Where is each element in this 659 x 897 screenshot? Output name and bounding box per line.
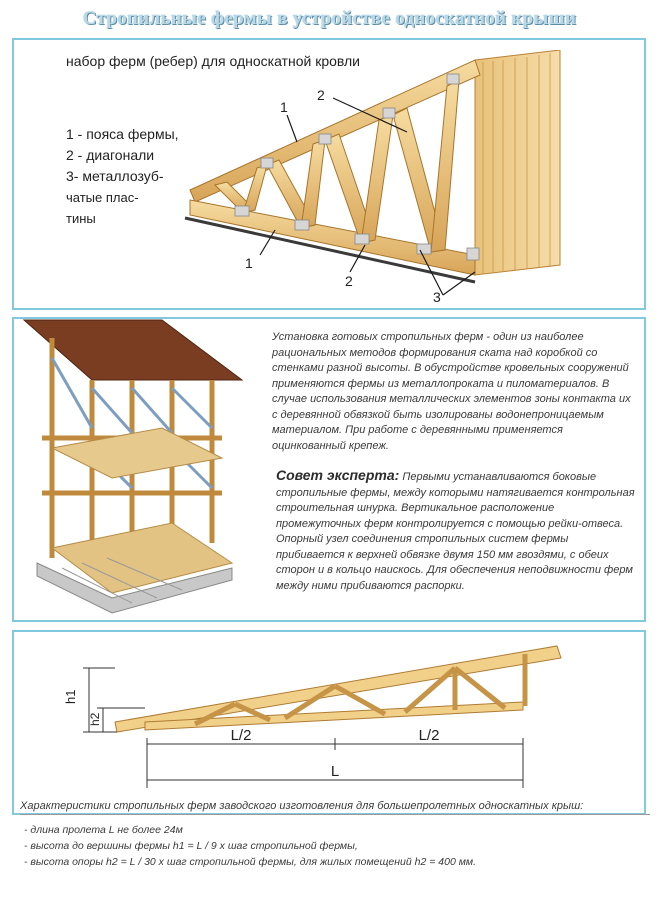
expert-tip [276,468,638,594]
page-title: Стропильные фермы в устройстве односкатной крыши [82,8,577,29]
truss-installation-text: Установка готовых стропильных ферм - один из наиболее рациональных методов формирования ската над коробкой со стенками разной высоты. В обустройстве кровельных сооружений применяются фермы из металлопроката и пиломатериалов. В случае использования металлических элементов зоны контакта их с деревянной обвязкой быть изолированы водонепроницаемым материалом. При работе с деревянными применяется оцинкованный крепеж. [272,331,631,452]
truss-set-caption: набор ферм (ребер) для односкатной кровли [66,53,360,69]
truss-diagram [55,640,575,790]
expert-tip-label: Совет эксперта: [276,467,400,483]
legend-item-1: 1 - пояса фермы, [66,126,179,142]
frame-house-illustration [22,318,252,618]
callout-2-top: 2 [317,87,325,103]
legend-item-2: 2 - диагонали [66,147,155,163]
expert-tip-text: Первыми устанавливаются боковые стропильные фермы, между которыми натягивается контрольная строительная шнурка. Вертикальное расположение промежуточных ферм контролируется с помощью рейки-отвеса. Опорный узел соединения стропильных систем фермы прибивается к верхней обвязке двумя 150 мм гвоздями, с обеих сторон и в кольцо наискось. Для обеспечения неподвижности ферм между ними прибиваются распорки. [276,471,635,592]
truss-set-illustration [175,50,570,305]
h2-label: h2 [88,712,102,726]
legend-item-3-cont-a: чатые плас- [66,190,139,205]
truss-legend [66,124,179,229]
callout-2-bottom: 2 [345,273,353,289]
characteristics-heading: Характеристики стропильных ферм заводского изготовления для большепролетных односкатных крыш: [20,800,650,815]
legend-item-3-cont-b: тины [66,211,96,226]
callout-1-top: 1 [280,99,288,115]
char-support-height: - высота опоры h2 = L / 30 х шаг стропильной фермы, для жилых помещений h2 = 400 мм. [24,856,477,868]
callout-1-bottom: 1 [245,255,253,271]
callout-3: 3 [433,289,441,305]
char-top-height: - высота до вершины фермы h1 = L / 9 х шаг стропильной фермы, [24,840,358,852]
char-span-length: - длина пролета L не более 24м [24,824,183,836]
legend-item-3: 3- металлозуб- [66,168,164,184]
characteristics-list [24,822,476,870]
h1-label: h1 [63,689,78,704]
full-span-label: L [330,763,340,780]
half-span-right-label: L/2 [418,727,440,744]
half-span-left-label: L/2 [230,727,252,744]
